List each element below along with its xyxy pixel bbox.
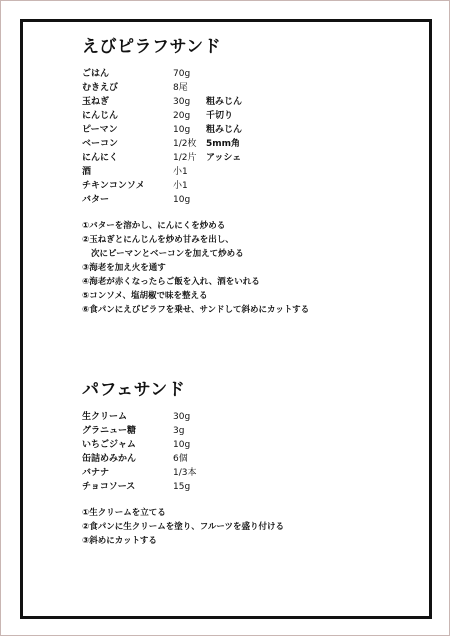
ingredient-row bbox=[82, 137, 382, 151]
ingredient-row bbox=[82, 410, 382, 424]
ingredient-quantity: 1/2片 bbox=[173, 153, 197, 163]
step-item-continuation: 次にピーマンとベーコンを加えて炒める bbox=[91, 249, 244, 259]
ingredient-row bbox=[82, 165, 382, 179]
step-item: ①生クリームを立てる bbox=[82, 508, 166, 518]
ingredient-row bbox=[82, 193, 382, 207]
ingredient-quantity: 70g bbox=[173, 69, 191, 79]
ingredient-row bbox=[82, 466, 382, 480]
recipe-title: えびピラフサンド bbox=[82, 37, 222, 57]
ingredient-name: ピーマン bbox=[82, 125, 118, 135]
recipe-title: パフェサンド bbox=[82, 380, 186, 400]
ingredient-note: 5mm角 bbox=[206, 139, 241, 149]
step-item: ⑥食パンにえびピラフを乗せ、サンドして斜めにカットする bbox=[82, 305, 310, 315]
ingredient-quantity: 30g bbox=[173, 97, 191, 107]
ingredient-row bbox=[82, 151, 382, 165]
ingredient-list bbox=[82, 410, 382, 494]
ingredient-name: バター bbox=[82, 195, 110, 205]
step-item: ②食パンに生クリームを塗り、フルーツを盛り付ける bbox=[82, 522, 285, 532]
ingredient-note: 粗みじん bbox=[206, 125, 243, 135]
step-item: ③斜めにカットする bbox=[82, 536, 157, 546]
ingredient-quantity: 10g bbox=[173, 125, 191, 135]
ingredient-quantity: 8尾 bbox=[173, 83, 188, 93]
ingredient-quantity: 1/2枚 bbox=[173, 139, 197, 149]
ingredient-name: 玉ねぎ bbox=[82, 97, 110, 107]
ingredient-note: アッシェ bbox=[206, 153, 242, 163]
ingredient-quantity: 小1 bbox=[173, 181, 188, 191]
ingredient-name: バナナ bbox=[82, 468, 110, 478]
step-item: ④海老が赤くなったらご飯を入れ、酒をいれる bbox=[82, 277, 260, 287]
step-item: ③海老を加え火を通す bbox=[82, 263, 166, 273]
ingredient-name: チョコソース bbox=[82, 482, 136, 492]
ingredient-row bbox=[82, 109, 382, 123]
ingredient-name: むきえび bbox=[82, 83, 119, 93]
ingredient-row bbox=[82, 123, 382, 137]
ingredient-row bbox=[82, 67, 382, 81]
step-item: ⑤コンソメ、塩胡椒で味を整える bbox=[82, 291, 208, 301]
ingredient-name: 缶詰めみかん bbox=[82, 454, 137, 464]
ingredient-row bbox=[82, 95, 382, 109]
ingredient-quantity: 3g bbox=[173, 426, 185, 436]
ingredient-name: 生クリーム bbox=[82, 412, 128, 422]
ingredient-list bbox=[82, 67, 382, 207]
ingredient-name: ごはん bbox=[82, 69, 110, 79]
ingredient-name: グラニュー糖 bbox=[82, 426, 137, 436]
ingredient-name: チキンコンソメ bbox=[82, 181, 145, 191]
step-list bbox=[82, 219, 382, 317]
ingredient-quantity: 30g bbox=[173, 412, 191, 422]
recipe-shrimp-pilaf-sandwich bbox=[82, 37, 382, 317]
ingredient-quantity: 6個 bbox=[173, 454, 188, 464]
step-item: ②玉ねぎとにんじんを炒め甘みを出し、 bbox=[82, 235, 234, 245]
ingredient-quantity: 15g bbox=[173, 482, 191, 492]
ingredient-note: 千切り bbox=[206, 111, 234, 121]
ingredient-note: 粗みじん bbox=[206, 97, 243, 107]
ingredient-quantity: 10g bbox=[173, 440, 191, 450]
ingredient-quantity: 10g bbox=[173, 195, 191, 205]
step-list bbox=[82, 506, 382, 548]
ingredient-row bbox=[82, 81, 382, 95]
ingredient-row bbox=[82, 480, 382, 494]
ingredient-row bbox=[82, 179, 382, 193]
ingredient-name: いちごジャム bbox=[82, 440, 136, 450]
ingredient-quantity: 20g bbox=[173, 111, 191, 121]
ingredient-name: にんにく bbox=[82, 153, 119, 163]
ingredient-row bbox=[82, 452, 382, 466]
ingredient-name: ベーコン bbox=[82, 139, 119, 149]
step-item: ①バターを溶かし、にんにくを炒める bbox=[82, 221, 226, 231]
ingredient-quantity: 1/3本 bbox=[173, 468, 197, 478]
ingredient-row bbox=[82, 438, 382, 452]
ingredient-name: にんじん bbox=[82, 111, 119, 121]
ingredient-name: 酒 bbox=[82, 167, 92, 177]
ingredient-quantity: 小1 bbox=[173, 167, 188, 177]
recipe-parfait-sandwich bbox=[82, 380, 382, 548]
ingredient-row bbox=[82, 424, 382, 438]
